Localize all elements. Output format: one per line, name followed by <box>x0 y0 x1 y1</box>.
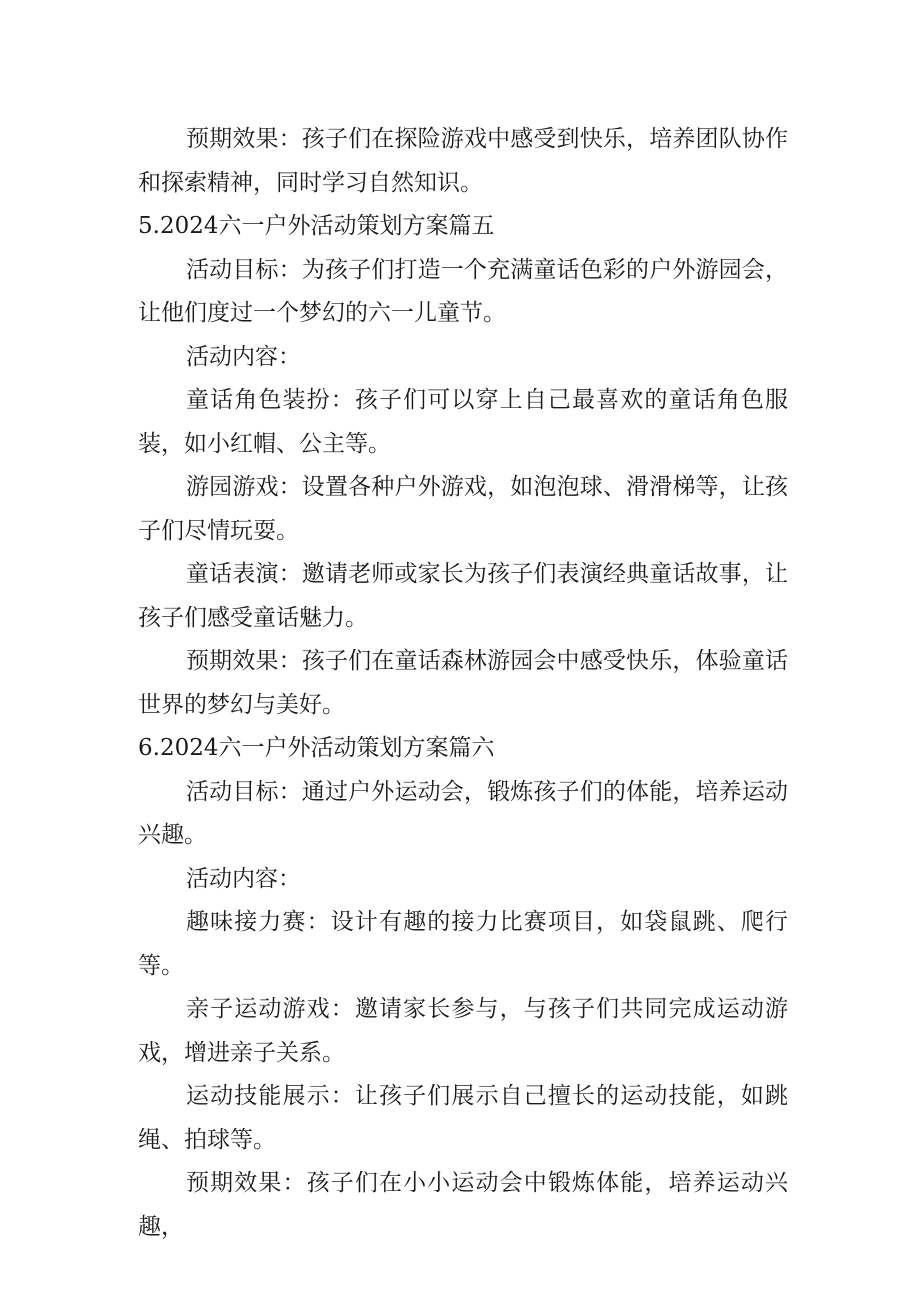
paragraph: 预期效果：孩子们在童话森林游园会中感受快乐，体验童话世界的梦幻与美好。 <box>138 648 788 718</box>
section-heading: 5.2024六一户外活动策划方案篇五 <box>138 213 495 239</box>
paragraph: 童话角色装扮：孩子们可以穿上自己最喜欢的童话角色服装，如小红帽、公主等。 <box>138 387 788 457</box>
section-heading: 6.2024六一户外活动策划方案篇六 <box>138 735 495 761</box>
paragraph: 活动内容： <box>186 865 301 892</box>
paragraph: 趣味接力赛：设计有趣的接力比赛项目，如袋鼠跳、爬行等。 <box>138 909 788 979</box>
paragraph: 亲子运动游戏：邀请家长参与，与孩子们共同完成运动游戏，增进亲子关系。 <box>138 996 788 1066</box>
paragraph: 活动内容： <box>186 343 301 370</box>
paragraph: 运动技能展示：让孩子们展示自己擅长的运动技能，如跳绳、拍球等。 <box>138 1083 788 1153</box>
paragraph: 预期效果：孩子们在探险游戏中感受到快乐，培养团队协作和探索精神，同时学习自然知识。 <box>138 126 788 196</box>
paragraph: 童话表演：邀请老师或家长为孩子们表演经典童话故事，让孩子们感受童话魅力。 <box>138 561 788 631</box>
paragraph: 预期效果：孩子们在小小运动会中锻炼体能，培养运动兴趣， <box>138 1170 788 1240</box>
paragraph: 活动目标：通过户外运动会，锻炼孩子们的体能，培养运动兴趣。 <box>138 778 788 848</box>
paragraph: 活动目标：为孩子们打造一个充满童话色彩的户外游园会，让他们度过一个梦幻的六一儿童节。 <box>138 256 788 326</box>
document-body <box>138 118 788 1249</box>
paragraph: 游园游戏：设置各种户外游戏，如泡泡球、滑滑梯等，让孩子们尽情玩耍。 <box>138 474 788 544</box>
